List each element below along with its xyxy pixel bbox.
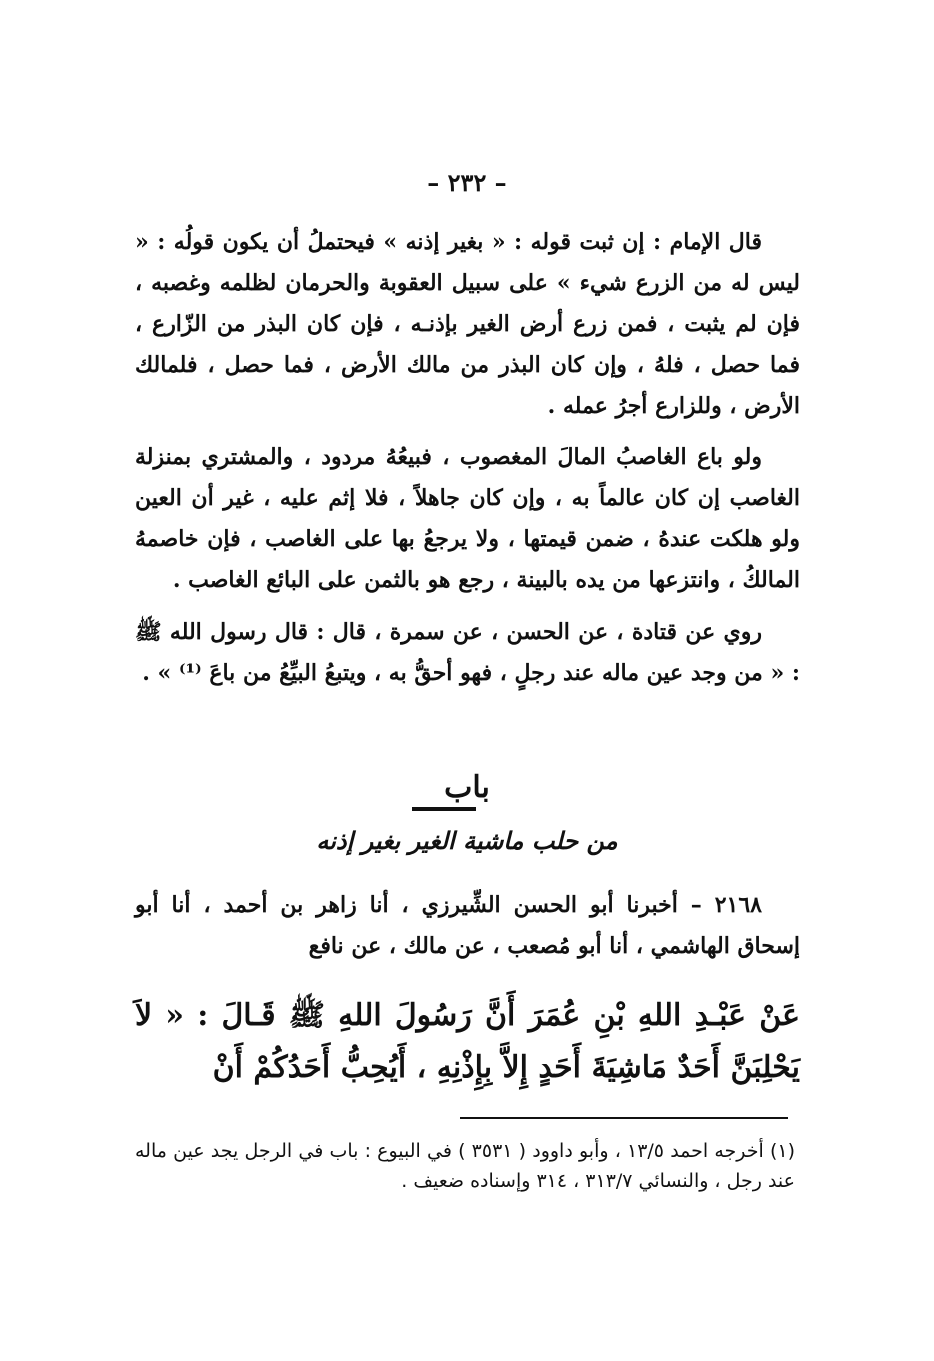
page-number: – ٢٣٢ – [427, 168, 507, 197]
hadith-chain-block [135, 885, 800, 967]
footnote-divider [460, 1117, 788, 1119]
footnote-text: (١) أخرجه احمد ١٣/٥ ، وأبو داوود ( ٣٥٣١ ) في البيوع : باب في الرجل يجد عين ماله عند رجل ، والنسائي ٣١٣/٧ ، ٣١٤ وإسناده ضعيف . [135, 1140, 796, 1192]
paragraph-imam-comment: قال الإمام : إن ثبت قوله : « بغير إذنه » فيحتملُ أن يكون قولُه : « ليس له من الزرع شيء » على سبيل العقوبة والحرمان لظلمه وغصبه ، فإن لم يثبت ، فمن زرع أرض الغير بإذنـه ، فإن كان البذر من الزّارع ، فما حصل ، فلهُ ، وإن كان البذر من مالك الأرض ، فما حصل ، فلمالك الأرض ، وللزارع أجرُ عمله . [135, 229, 800, 419]
hadith-chain: ٢١٦٨ – أخبرنا أبو الحسن الشِّيرزي ، أنا زاهر بن أحمد ، أنا أبو إسحاق الهاشمي ، أنا أبو مُصعب ، عن مالك ، عن نافع [135, 892, 800, 959]
chapter-heading: باب [444, 770, 490, 805]
hadith-text-block [135, 990, 800, 1094]
heading-underline [412, 807, 476, 811]
ghasib-sale-block [135, 437, 800, 601]
paragraph-samura-hadith: روي عن قتادة ، عن الحسن ، عن سمرة ، قال : قال رسول الله ﷺ : « من وجد عين ماله عند رجلٍ ، فهو أحقُّ به ، ويتبعُ البيِّعُ من باعَ ⁽¹⁾ » . [135, 619, 800, 686]
footnote-block [135, 1136, 795, 1196]
chapter-subtitle: من حلب ماشية الغير بغير إذنه [316, 826, 618, 855]
imam-comment-block [135, 222, 800, 427]
samura-hadith-block [135, 612, 800, 694]
hadith-text: عَنْ عَبْـدِ اللهِ بْنِ عُمَرَ أَنَّ رَسُولَ اللهِ ﷺ قَـالَ : « لاَ يَحْلِبَنَّ أَحَدٌ مَاشِيَةَ أَحَدٍ إِلاَّ بِإِذْنِهِ ، أَيُحِبُّ أَحَدُكُمْ أَنْ [135, 998, 800, 1085]
paragraph-ghasib-sale: ولو باع الغاصبُ المالَ المغصوب ، فبيعُهُ مردود ، والمشتري بمنزلة الغاصب إن كان عالماً به ، وإن كان جاهلاً ، فلا إثم عليه ، غير أن العين ولو هلكت عندهُ ، ضمن قيمتها ، ولا يرجعُ بها على الغاصب ، فإن خاصمهُ المالكُ ، وانتزعها من يده بالبينة ، رجع هو بالثمن على البائع الغاصب . [135, 444, 800, 593]
